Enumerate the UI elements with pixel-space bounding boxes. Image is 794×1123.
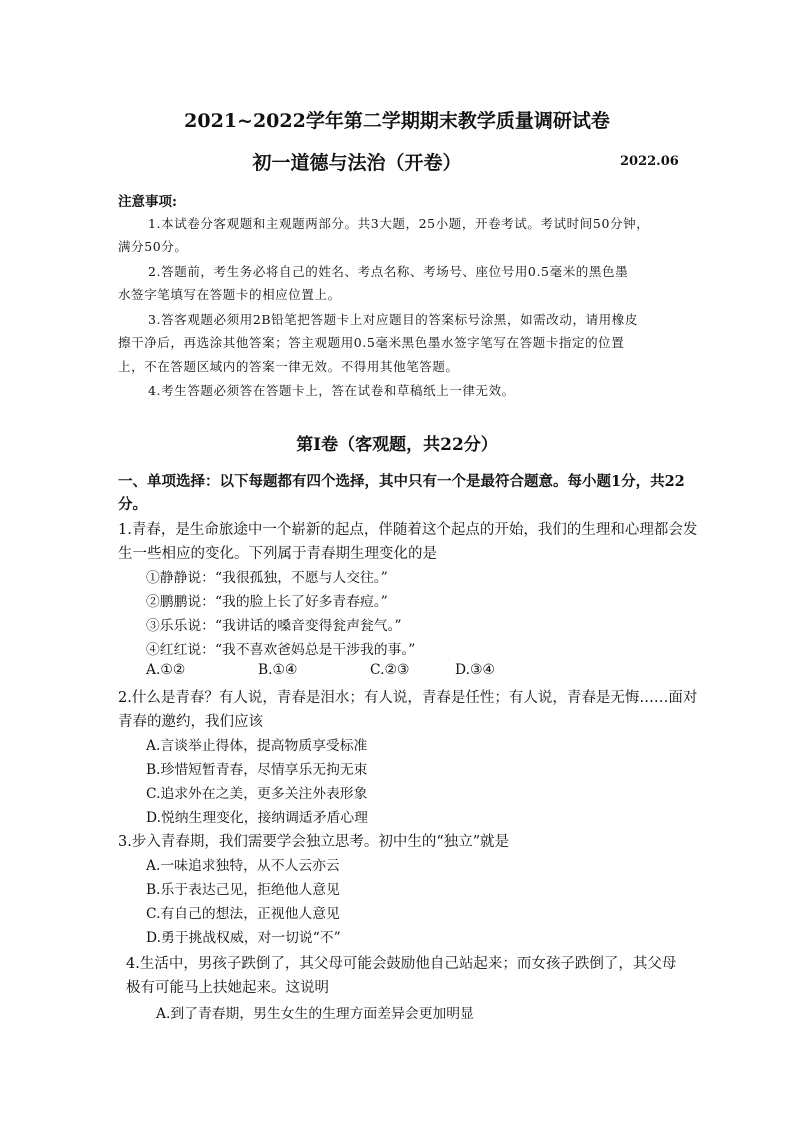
choice-b: B.珍惜短暂青春，尽情享乐无拘无束 [146, 762, 368, 778]
statement-item: ①静静说：“我很孤独，不愿与人交往。” [146, 570, 388, 586]
choice-d: D.悦纳生理变化，接纳调适矛盾心理 [146, 810, 368, 826]
statement-item: ③乐乐说：“我讲话的嗓音变得瓮声瓮气。” [146, 618, 402, 634]
statement-item: ④红红说：“我不喜欢爸妈总是干涉我的事。” [146, 642, 416, 658]
choice-d: D.③④ [455, 662, 495, 678]
notice-line: 1.本试卷分客观题和主观题两部分。共3大题，25小题，开卷考试。考试时间50分钟， [148, 216, 650, 231]
question-stem: 3.步入青春期，我们需要学会独立思考。初中生的“独立”就是 [118, 834, 510, 850]
notice-line: 4.考生答题必须答在答题卡上，答在试卷和草稿纸上一律无效。 [148, 383, 515, 398]
statement-item: ②鹏鹏说：“我的脸上长了好多青春痘。” [146, 594, 388, 610]
choice-a: A.①② [146, 662, 186, 678]
choice-a: A.言谈举止得体，提高物质享受标准 [146, 738, 368, 754]
part-one-title: 第Ⅰ卷（客观题，共22分） [296, 435, 498, 455]
question-stem-cont: 生一些相应的变化。下列属于青春期生理变化的是 [118, 546, 437, 562]
notice-line: 2.答题前，考生务必将自己的姓名、考点名称、考场号、座位号用0.5毫米的黑色墨 [148, 264, 629, 279]
choice-c: C.追求外在之美，更多关注外表形象 [146, 786, 368, 802]
notice-line: 擦干净后，再选涂其他答案；答主观题用0.5毫米黑色墨水签字笔写在答题卡指定的位置 [118, 335, 625, 350]
page-title: 2021~2022学年第二学期期末教学质量调研试卷 [184, 110, 610, 132]
choice-b: B.乐于表达己见，拒绝他人意见 [146, 882, 340, 898]
notice-line: 3.答客观题必须用2B铅笔把答题卡上对应题目的答案标号涂黑，如需改动，请用橡皮 [148, 312, 638, 327]
choice-c: C.②③ [370, 662, 410, 678]
question-stem: 4.生活中，男孩子跌倒了，其父母可能会鼓励他自己站起来；而女孩子跌倒了，其父母 [126, 956, 677, 972]
section-heading: 一、单项选择：以下每题都有四个选择，其中只有一个是最符合题意。每小题1分，共22 [118, 473, 685, 490]
page-subtitle: 初一道德与法治（开卷） [252, 152, 462, 174]
question-stem: 1.青春，是生命旅途中一个崭新的起点，伴随着这个起点的开始，我们的生理和心理都会发 [118, 522, 698, 538]
question-stem: 2.什么是青春？有人说，青春是泪水；有人说，青春是任性；有人说，青春是无悔……面对 [118, 690, 698, 706]
question-stem-cont: 青春的邀约，我们应该 [118, 714, 263, 730]
section-heading-cont: 分。 [118, 496, 147, 513]
notice-heading: 注意事项: [118, 194, 177, 210]
question-stem-cont: 极有可能马上扶她起来。这说明 [126, 980, 329, 996]
notice-line: 上，不在答题区域内的答案一律无效。不得用其他笔答题。 [118, 359, 459, 374]
choice-a: A.一味追求独特，从不人云亦云 [146, 858, 340, 874]
choice-a: A.到了青春期，男生女生的生理方面差异会更加明显 [156, 1006, 474, 1022]
choice-d: D.勇于挑战权威，对一切说“不” [146, 930, 341, 946]
choice-c: C.有自己的想法，正视他人意见 [146, 906, 340, 922]
notice-line: 满分50分。 [118, 239, 188, 254]
notice-line: 水签字笔填写在答题卡的相应位置上。 [118, 287, 341, 302]
choice-b: B.①④ [258, 662, 298, 678]
exam-date: 2022.06 [620, 154, 679, 169]
